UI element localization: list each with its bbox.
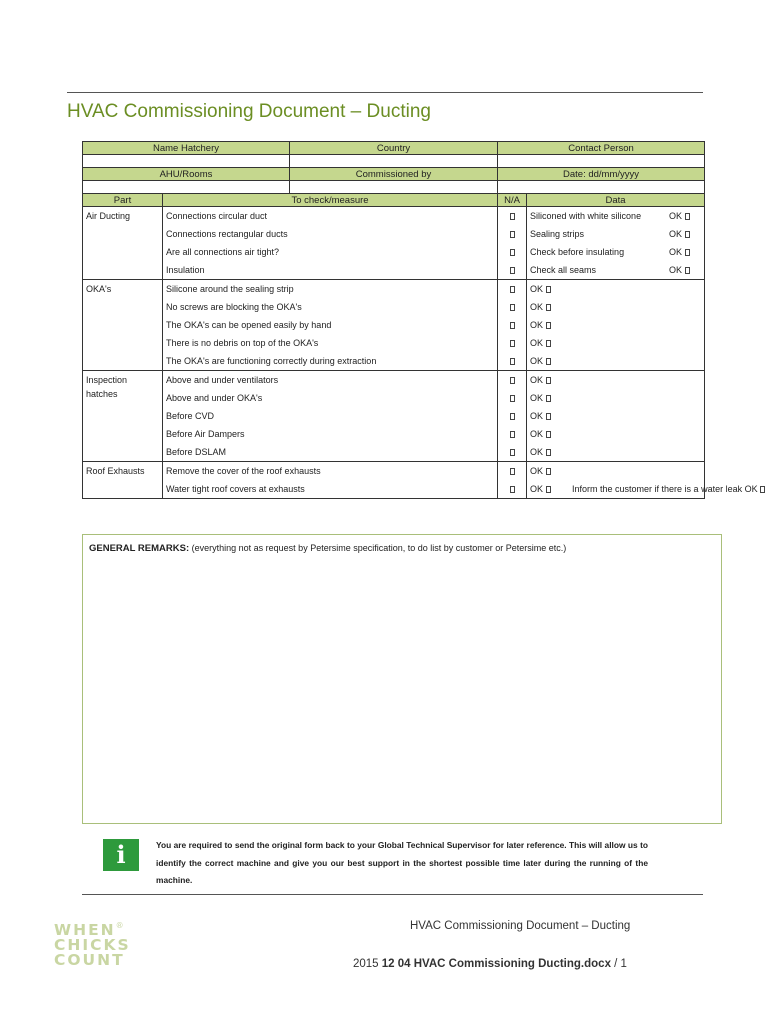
logo-line-3: COUNT: [54, 951, 125, 969]
general-remarks-box[interactable]: [82, 534, 722, 824]
check-item: Connections rectangular ducts: [166, 229, 288, 239]
ok-checkbox[interactable]: [685, 213, 690, 220]
header-name-hatchery: Name Hatchery: [83, 142, 290, 155]
na-checkbox[interactable]: [510, 249, 515, 256]
check-item: Above and under OKA's: [166, 393, 263, 403]
check-item: No screws are blocking the OKA's: [166, 302, 302, 312]
ok-checkbox[interactable]: [685, 267, 690, 274]
data-list: [527, 207, 705, 280]
footer-file-name: 12 04 HVAC Commissioning Ducting.docx: [381, 958, 611, 970]
check-item: The OKA's are functioning correctly during extraction: [166, 356, 377, 366]
header-country: Country: [290, 142, 498, 155]
data-label: Siliconed with white silicone: [530, 211, 642, 221]
section-roof-exhausts: [83, 462, 705, 499]
col-part: Part: [83, 194, 163, 207]
header-ahu-rooms: AHU/Rooms: [83, 168, 290, 181]
part-okas: OKA's: [83, 280, 163, 371]
document-title: HVAC Commissioning Document – Ducting: [67, 101, 431, 122]
ok-label: OK: [530, 411, 544, 421]
section-okas: [83, 280, 705, 371]
footer-page-number: / 1: [610, 958, 627, 970]
na-column: [498, 371, 527, 462]
ok-label: OK: [530, 320, 544, 330]
na-column: [498, 280, 527, 371]
info-icon: i: [103, 839, 139, 871]
na-checkbox[interactable]: [510, 322, 515, 329]
ok-checkbox[interactable]: [546, 431, 551, 438]
contact-person-field[interactable]: [498, 155, 705, 168]
ok-label: OK: [669, 265, 683, 275]
ok-label: OK: [530, 302, 544, 312]
ok-label: OK: [530, 356, 544, 366]
data-list: [527, 462, 758, 499]
ok-checkbox[interactable]: [546, 286, 551, 293]
header-row-2: [83, 168, 705, 181]
ok-label: OK: [669, 247, 683, 257]
general-remarks-label: GENERAL REMARKS:: [89, 543, 190, 554]
check-item: Insulation: [166, 265, 205, 275]
na-checkbox[interactable]: [510, 413, 515, 420]
ok-checkbox[interactable]: [685, 249, 690, 256]
ok-label: OK: [530, 447, 544, 457]
check-item: The OKA's can be opened easily by hand: [166, 320, 332, 330]
na-checkbox[interactable]: [510, 395, 515, 402]
logo-line-1: WHEN: [54, 921, 116, 939]
name-hatchery-field[interactable]: [83, 155, 290, 168]
top-rule: [67, 92, 703, 93]
ok-label: OK: [530, 429, 544, 439]
country-field[interactable]: [290, 155, 498, 168]
section-inspection-hatches: [83, 371, 705, 462]
footer-file-info: [353, 958, 627, 970]
ok-checkbox[interactable]: [546, 340, 551, 347]
ok-label: OK: [530, 484, 544, 494]
input-row-1: [83, 155, 705, 168]
na-checkbox[interactable]: [510, 486, 515, 493]
header-row-1: [83, 142, 705, 155]
na-checkbox[interactable]: [510, 213, 515, 220]
ok-checkbox[interactable]: [546, 486, 551, 493]
ok-label: OK: [530, 466, 544, 476]
water-leak-note: Inform the customer if there is a water leak OK: [572, 484, 758, 494]
na-checkbox[interactable]: [510, 304, 515, 311]
check-list: [163, 280, 498, 371]
part-roof-exhausts: Roof Exhausts: [83, 462, 163, 499]
na-checkbox[interactable]: [510, 231, 515, 238]
data-label: Check all seams: [530, 265, 597, 275]
check-item: Before Air Dampers: [166, 429, 245, 439]
check-list: [163, 207, 498, 280]
col-data: Data: [527, 194, 705, 207]
notice-text: You are required to send the original form back to your Global Technical Supervisor for later reference. This will allow us to identify the correct machine and give you our best support in the shortest possible time later during the running of the machine.: [156, 840, 648, 885]
ok-checkbox[interactable]: [546, 395, 551, 402]
ok-checkbox[interactable]: [546, 304, 551, 311]
check-list: [163, 462, 498, 499]
na-checkbox[interactable]: [510, 449, 515, 456]
ok-checkbox[interactable]: [546, 468, 551, 475]
na-checkbox[interactable]: [510, 267, 515, 274]
na-checkbox[interactable]: [510, 358, 515, 365]
na-column: [498, 462, 527, 499]
col-na: N/A: [498, 194, 527, 207]
ok-label: OK: [530, 284, 544, 294]
check-item: There is no debris on top of the OKA's: [166, 338, 319, 348]
header-date: Date: dd/mm/yyyy: [498, 168, 705, 181]
ok-checkbox[interactable]: [546, 322, 551, 329]
section-air-ducting: [83, 207, 705, 280]
logo-line-2: CHICKS: [54, 936, 131, 954]
ok-checkbox[interactable]: [546, 358, 551, 365]
input-row-2: [83, 181, 705, 194]
na-checkbox[interactable]: [510, 340, 515, 347]
ok-checkbox[interactable]: [546, 449, 551, 456]
check-item: Remove the cover of the roof exhausts: [166, 466, 321, 476]
check-item: Water tight roof covers at exhausts: [166, 484, 305, 494]
part-inspection-hatches: Inspection hatches: [83, 371, 163, 462]
bottom-rule: [82, 894, 703, 895]
header-contact-person: Contact Person: [498, 142, 705, 155]
check-item: Connections circular duct: [166, 211, 268, 221]
data-label: Check before insulating: [530, 247, 625, 257]
ok-label: OK: [530, 338, 544, 348]
col-to-check: To check/measure: [163, 194, 498, 207]
commissioning-table: [82, 141, 758, 499]
part-air-ducting: Air Ducting: [83, 207, 163, 280]
na-column: [498, 207, 527, 280]
ok-label: OK: [669, 229, 683, 239]
footer-year: 2015: [353, 958, 382, 970]
check-item: Above and under ventilators: [166, 375, 279, 385]
data-label: Sealing strips: [530, 229, 585, 239]
check-item: Are all connections air tight?: [166, 247, 280, 257]
na-checkbox[interactable]: [510, 286, 515, 293]
ok-checkbox[interactable]: [546, 377, 551, 384]
ok-checkbox[interactable]: [546, 413, 551, 420]
column-header-row: [83, 194, 705, 207]
check-item: Before DSLAM: [166, 447, 227, 457]
check-list: [163, 371, 498, 462]
ok-checkbox[interactable]: [685, 231, 690, 238]
when-chicks-count-logo: [54, 918, 131, 968]
data-list: [527, 371, 705, 462]
check-item: Silicone around the sealing strip: [166, 284, 294, 294]
na-checkbox[interactable]: [510, 377, 515, 384]
commissioned-by-field[interactable]: [290, 181, 498, 194]
data-list: [527, 280, 705, 371]
ok-label: OK: [669, 211, 683, 221]
ahu-rooms-field[interactable]: [83, 181, 290, 194]
registered-mark: ®: [115, 921, 124, 930]
ok-label: OK: [530, 393, 544, 403]
na-checkbox[interactable]: [510, 431, 515, 438]
date-field[interactable]: [498, 181, 705, 194]
header-commissioned-by: Commissioned by: [290, 168, 498, 181]
na-checkbox[interactable]: [510, 468, 515, 475]
ok-label: OK: [530, 375, 544, 385]
ok-checkbox[interactable]: [760, 486, 765, 493]
general-remarks-hint: (everything not as request by Petersime specification, to do list by customer or Petersime etc.): [191, 543, 567, 553]
footer-document-title: HVAC Commissioning Document – Ducting: [410, 920, 631, 932]
check-item: Before CVD: [166, 411, 215, 421]
